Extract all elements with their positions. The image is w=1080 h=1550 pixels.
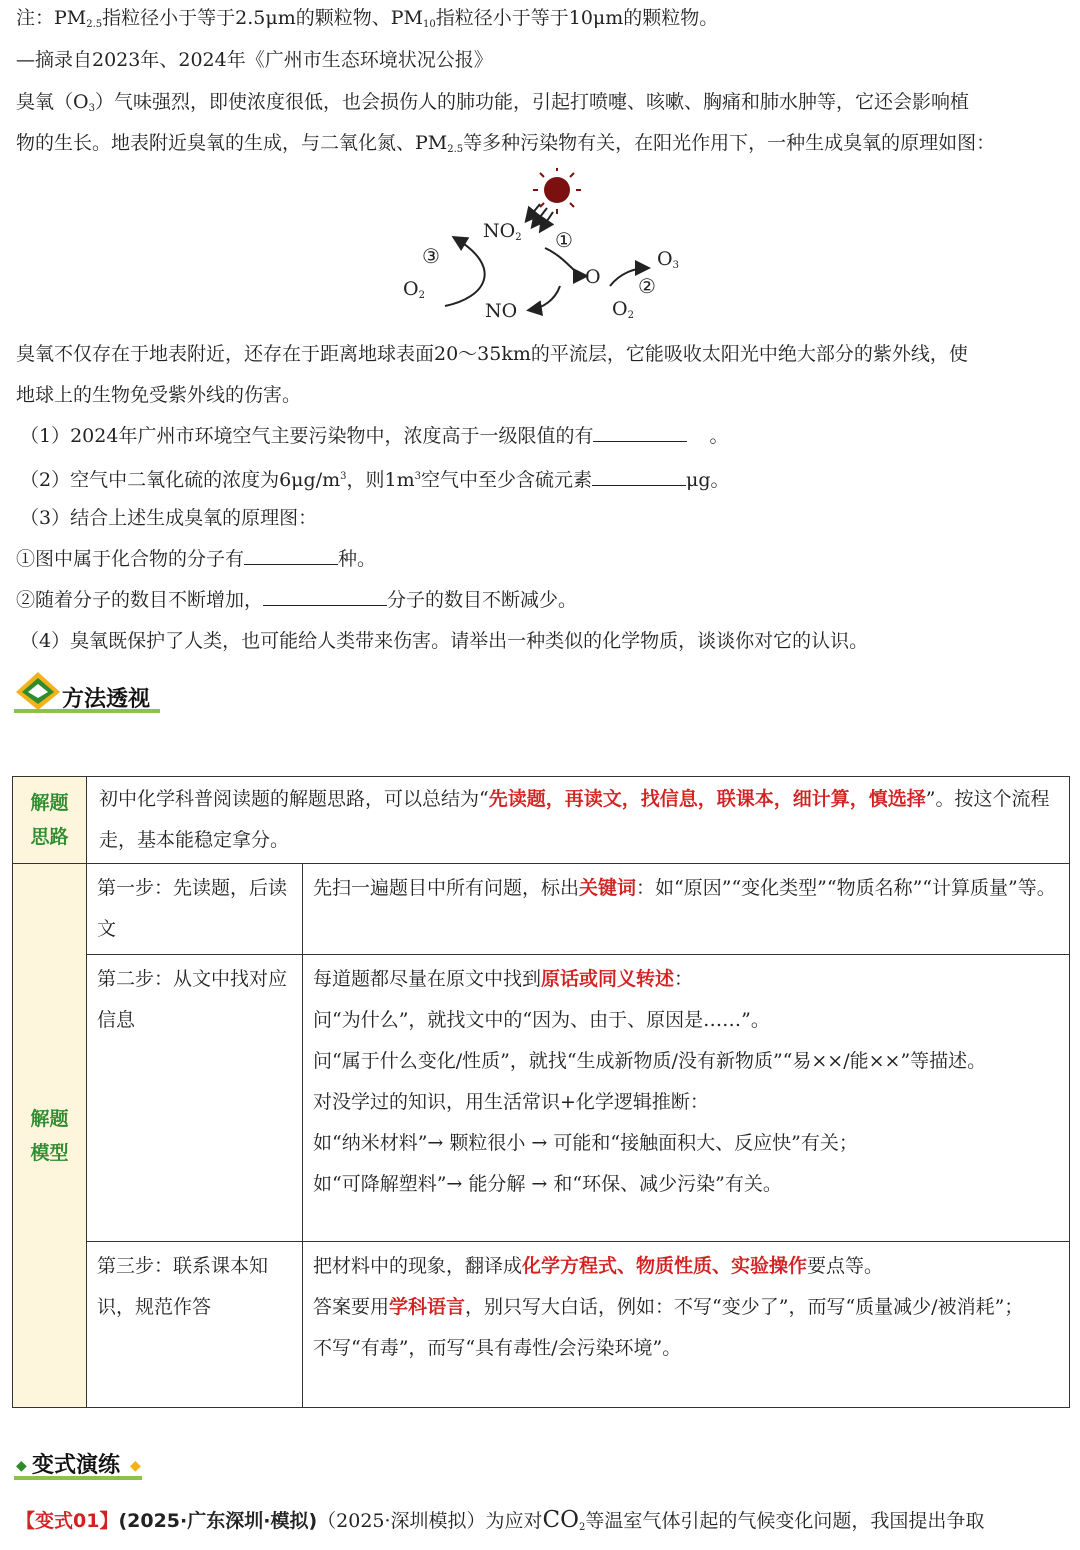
- ozone-para-line-2: 物的生长。地表附近臭氧的生成，与二氧化氮、$PM_{2.5}$等多种污染物有关，在阳光作用下，一种生成臭氧的原理如图：: [16, 132, 996, 155]
- arrow-no2-to-o: [545, 248, 585, 276]
- step3-title: 第三步：联系课本知识，规范作答: [87, 1242, 303, 1408]
- step2-title: 第二步：从文中找对应信息: [87, 955, 303, 1242]
- step2-text: 每道题都尽量在原文中找到原话或同义转述： 问“为什么”，就找文中的“因为、由于、原因是……”。 问“属于什么变化/性质”，就找“生成新物质/没有新物质”“易××/能××”等描述。 对没学过的知识，用生活常识+化学逻辑推断： 如“纳米材料”→ 颗粒很小 → 可能和“接触面积大、反应快”有关； 如“可降解塑料”→ 能分解 → 和“环保、减少污染”有关。: [303, 955, 1070, 1242]
- step-2: ②: [638, 274, 656, 298]
- table-row: [13, 1242, 1070, 1408]
- question-3-1: ①图中属于化合物的分子有 种。: [16, 548, 377, 570]
- table-row: [13, 955, 1070, 1242]
- question-1: （1）2024年广州市环境空气主要污染物中，浓度高于一级限值的有 。: [20, 425, 729, 447]
- step-1: ①: [555, 228, 573, 252]
- answer-blank-2[interactable]: [592, 467, 686, 486]
- strat-para-line-2: 地球上的生物免受紫外线的伤害。: [16, 384, 302, 406]
- question-4: （4）臭氧既保护了人类，也可能给人类带来伤害。请举出一种类似的化学物质，谈谈你对它的认识。: [20, 630, 869, 652]
- question-3: （3）结合上述生成臭氧的原理图：: [20, 507, 318, 529]
- method-table: [12, 776, 1070, 1408]
- label-no: NO: [485, 300, 518, 322]
- answer-blank-3[interactable]: [244, 546, 338, 565]
- table-row: [13, 777, 1070, 864]
- ozone-para-line-1: 臭氧$(O_3)$气味强烈，即使浓度很低，也会损伤人的肺功能，引起打喷嚏、咳嗽、胸痛和肺水肿等，它还会影响植: [16, 91, 969, 114]
- light-arrows-icon: [527, 204, 553, 230]
- arrow-to-no: [530, 286, 560, 310]
- sun-icon: [533, 168, 581, 214]
- question-2: （2）空气中二氧化硫的浓度为$6\mu g/m^3$，则$1m^3$空气中至少含硫元素 μg。: [20, 469, 730, 491]
- approach-text: 初中化学科普阅读题的解题思路，可以总结为“先读题，再读文，找信息，联课本，细计算，慎选择”。按这个流程走，基本能稳定拿分。: [87, 777, 1070, 864]
- label-no2: $NO_2$: [483, 220, 522, 243]
- step-3: ③: [422, 244, 440, 268]
- step1-title: 第一步：先读题，后读文: [87, 864, 303, 955]
- source-line: —摘录自2023年、2024年《广州市生态环境状况公报》: [16, 49, 493, 71]
- diamond-icon: [14, 670, 64, 712]
- step3-text: 把材料中的现象，翻译成化学方程式、物质性质、实验操作要点等。 答案要用学科语言，别只写大白话，例如：不写“变少了”，而写“质量减少/被消耗”； 不写“有毒”，而写“具有毒性/会污染环境”。: [303, 1242, 1070, 1408]
- practice-intro-line: 【变式01】(2025·广东深圳·模拟)（2025·深圳模拟）为应对$CO_2$等温室气体引起的气候变化问题，我国提出争取: [16, 1507, 985, 1533]
- diamond-small-icon-left: ◆: [16, 1458, 27, 1474]
- note-line: 注：$PM_{2.5}$指粒径小于等于2.5μm的颗粒物、$PM_{10}$指粒径小于等于10μm的颗粒物。: [16, 7, 719, 30]
- answer-blank-1[interactable]: [593, 423, 687, 442]
- label-o3: $O_3$: [657, 248, 679, 271]
- diamond-small-icon-right: ◆: [130, 1458, 141, 1474]
- arrow-no-to-no2: [445, 238, 485, 306]
- question-3-2: ②随着分子的数目不断增加， 分子的数目不断减少。: [16, 589, 578, 611]
- label-approach: 解题 思路: [13, 777, 87, 864]
- answer-blank-4[interactable]: [263, 587, 387, 606]
- step1-text: 先扫一遍题目中所有问题，标出关键词：如“原因”“变化类型”“物质名称”“计算质量”等。: [303, 864, 1070, 955]
- strat-para-line-1: 臭氧不仅存在于地表附近，还存在于距离地球表面20～35km的平流层，它能吸收太阳光中绝大部分的紫外线，使: [16, 343, 968, 365]
- table-row: [13, 864, 1070, 955]
- label-o2-left: $O_2$: [403, 278, 425, 301]
- section-title-method: 方法透视: [62, 687, 151, 712]
- ozone-formation-diagram: [395, 168, 695, 336]
- label-model: 解题 模型: [13, 864, 87, 1408]
- label-o: O: [585, 266, 601, 288]
- diagram-arrows: [395, 168, 695, 336]
- section-title-practice: 变式演练: [32, 1453, 121, 1478]
- label-o2-bottom: $O_2$: [612, 298, 634, 321]
